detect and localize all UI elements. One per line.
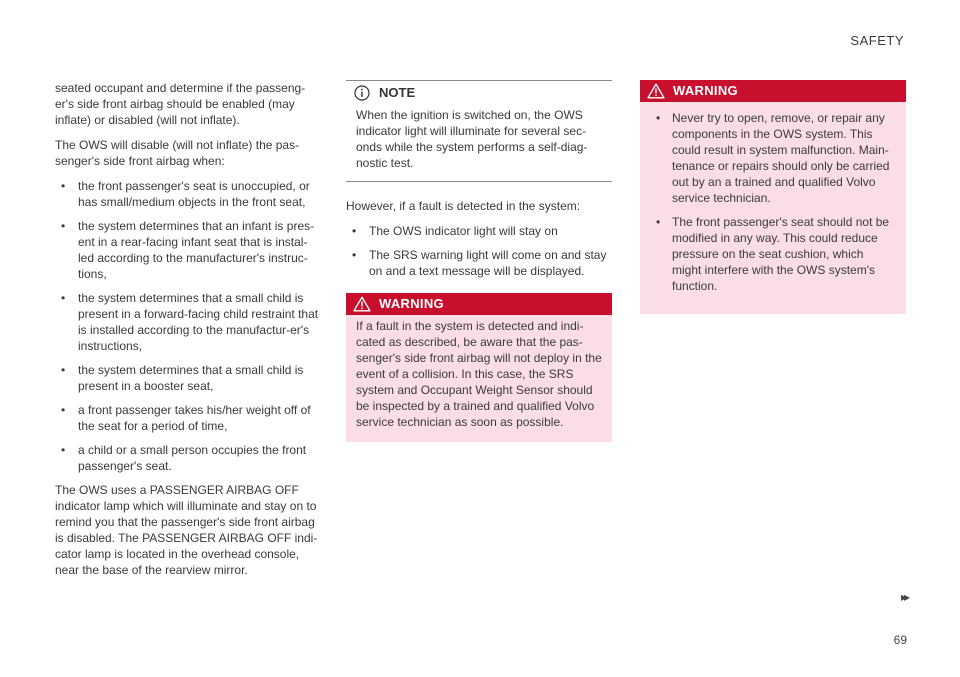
warning-header — [346, 293, 612, 315]
page-number: 69 — [893, 633, 907, 647]
list-item: • a child or a small person occupies the front passenger's seat. — [55, 442, 320, 474]
list-item: • the system determines that an infant is pres-ent in a rear-facing infant seat that is instal-led according to the manufacturer's instruc-tions, — [55, 218, 320, 282]
column-left — [55, 80, 320, 587]
list-item: • The front passenger's seat should not be modified in any way. This could reduce pressure on the seat cushion, which might interfere with the OWS system's function. — [650, 214, 896, 294]
list-item: • the system determines that a small child is present in a forward-facing child restraint that is installed according to the manufactur-er's instructions, — [55, 290, 320, 354]
note-text: When the ignition is switched on, the OWS indicator light will illuminate for several sec-onds while the system performs a self-diag-nostic test. — [356, 108, 588, 170]
paragraph: The OWS uses a PASSENGER AIRBAG OFF indicator lamp which will illuminate and stay on to remind you that the passenger's side front airbag is disabled. The PASSENGER AIRBAG OFF indi-cator lamp is located in the overhead console, near the base of the rearview mirror. — [55, 483, 318, 577]
paragraph: The OWS will disable (will not inflate) the pas-senger's side front airbag when: — [55, 138, 300, 168]
warning-header — [640, 80, 906, 102]
bullet-list — [650, 110, 896, 294]
list-item: • a front passenger takes his/her weight off of the seat for a period of time, — [55, 402, 320, 434]
warning-body — [640, 102, 906, 294]
paragraph: However, if a fault is detected in the system: — [346, 199, 581, 213]
bullet-list — [55, 178, 320, 474]
list-item: • The OWS indicator light will stay on — [346, 223, 612, 239]
warning-triangle-icon — [647, 82, 665, 100]
info-circle-icon — [353, 84, 371, 102]
note-header — [346, 83, 612, 103]
list-item: • the system determines that a small child is present in a booster seat, — [55, 362, 320, 394]
warning-title: WARNING — [379, 296, 444, 311]
warning-triangle-icon — [353, 295, 371, 313]
next-page-arrows-icon: ▸▸ — [900, 590, 907, 604]
column-middle — [346, 80, 612, 442]
warning-box — [640, 80, 906, 314]
list-item: • Never try to open, remove, or repair any components in the OWS system. This could result in system malfunction. Main-tenance or repairs should only be carried out by an a trained and qualified Volvo service technician. — [650, 110, 896, 206]
list-item: • The SRS warning light will come on and stay on and a text message will be displayed. — [346, 247, 612, 279]
list-item: • the front passenger's seat is unoccupied, or has small/medium objects in the front seat, — [55, 178, 320, 210]
note-title: NOTE — [379, 85, 416, 100]
column-right — [640, 80, 906, 314]
bullet-list — [346, 223, 612, 279]
warning-text: If a fault in the system is detected and indi-cated as described, be aware that the pas-senger's side front airbag will not deploy in the event of a collision. In this case, the SRS system and Occupant Weight Sensor should be inspected by a trained and qualified Volvo service technician as soon as possible. — [356, 319, 602, 429]
paragraph: seated occupant and determine if the passeng-er's side front airbag should be enabled (may inflate) or disabled (will not inflate). — [55, 81, 306, 127]
warning-title: WARNING — [673, 83, 738, 98]
section-title: SAFETY — [850, 33, 904, 48]
note-box — [346, 80, 612, 182]
warning-box — [346, 293, 612, 442]
